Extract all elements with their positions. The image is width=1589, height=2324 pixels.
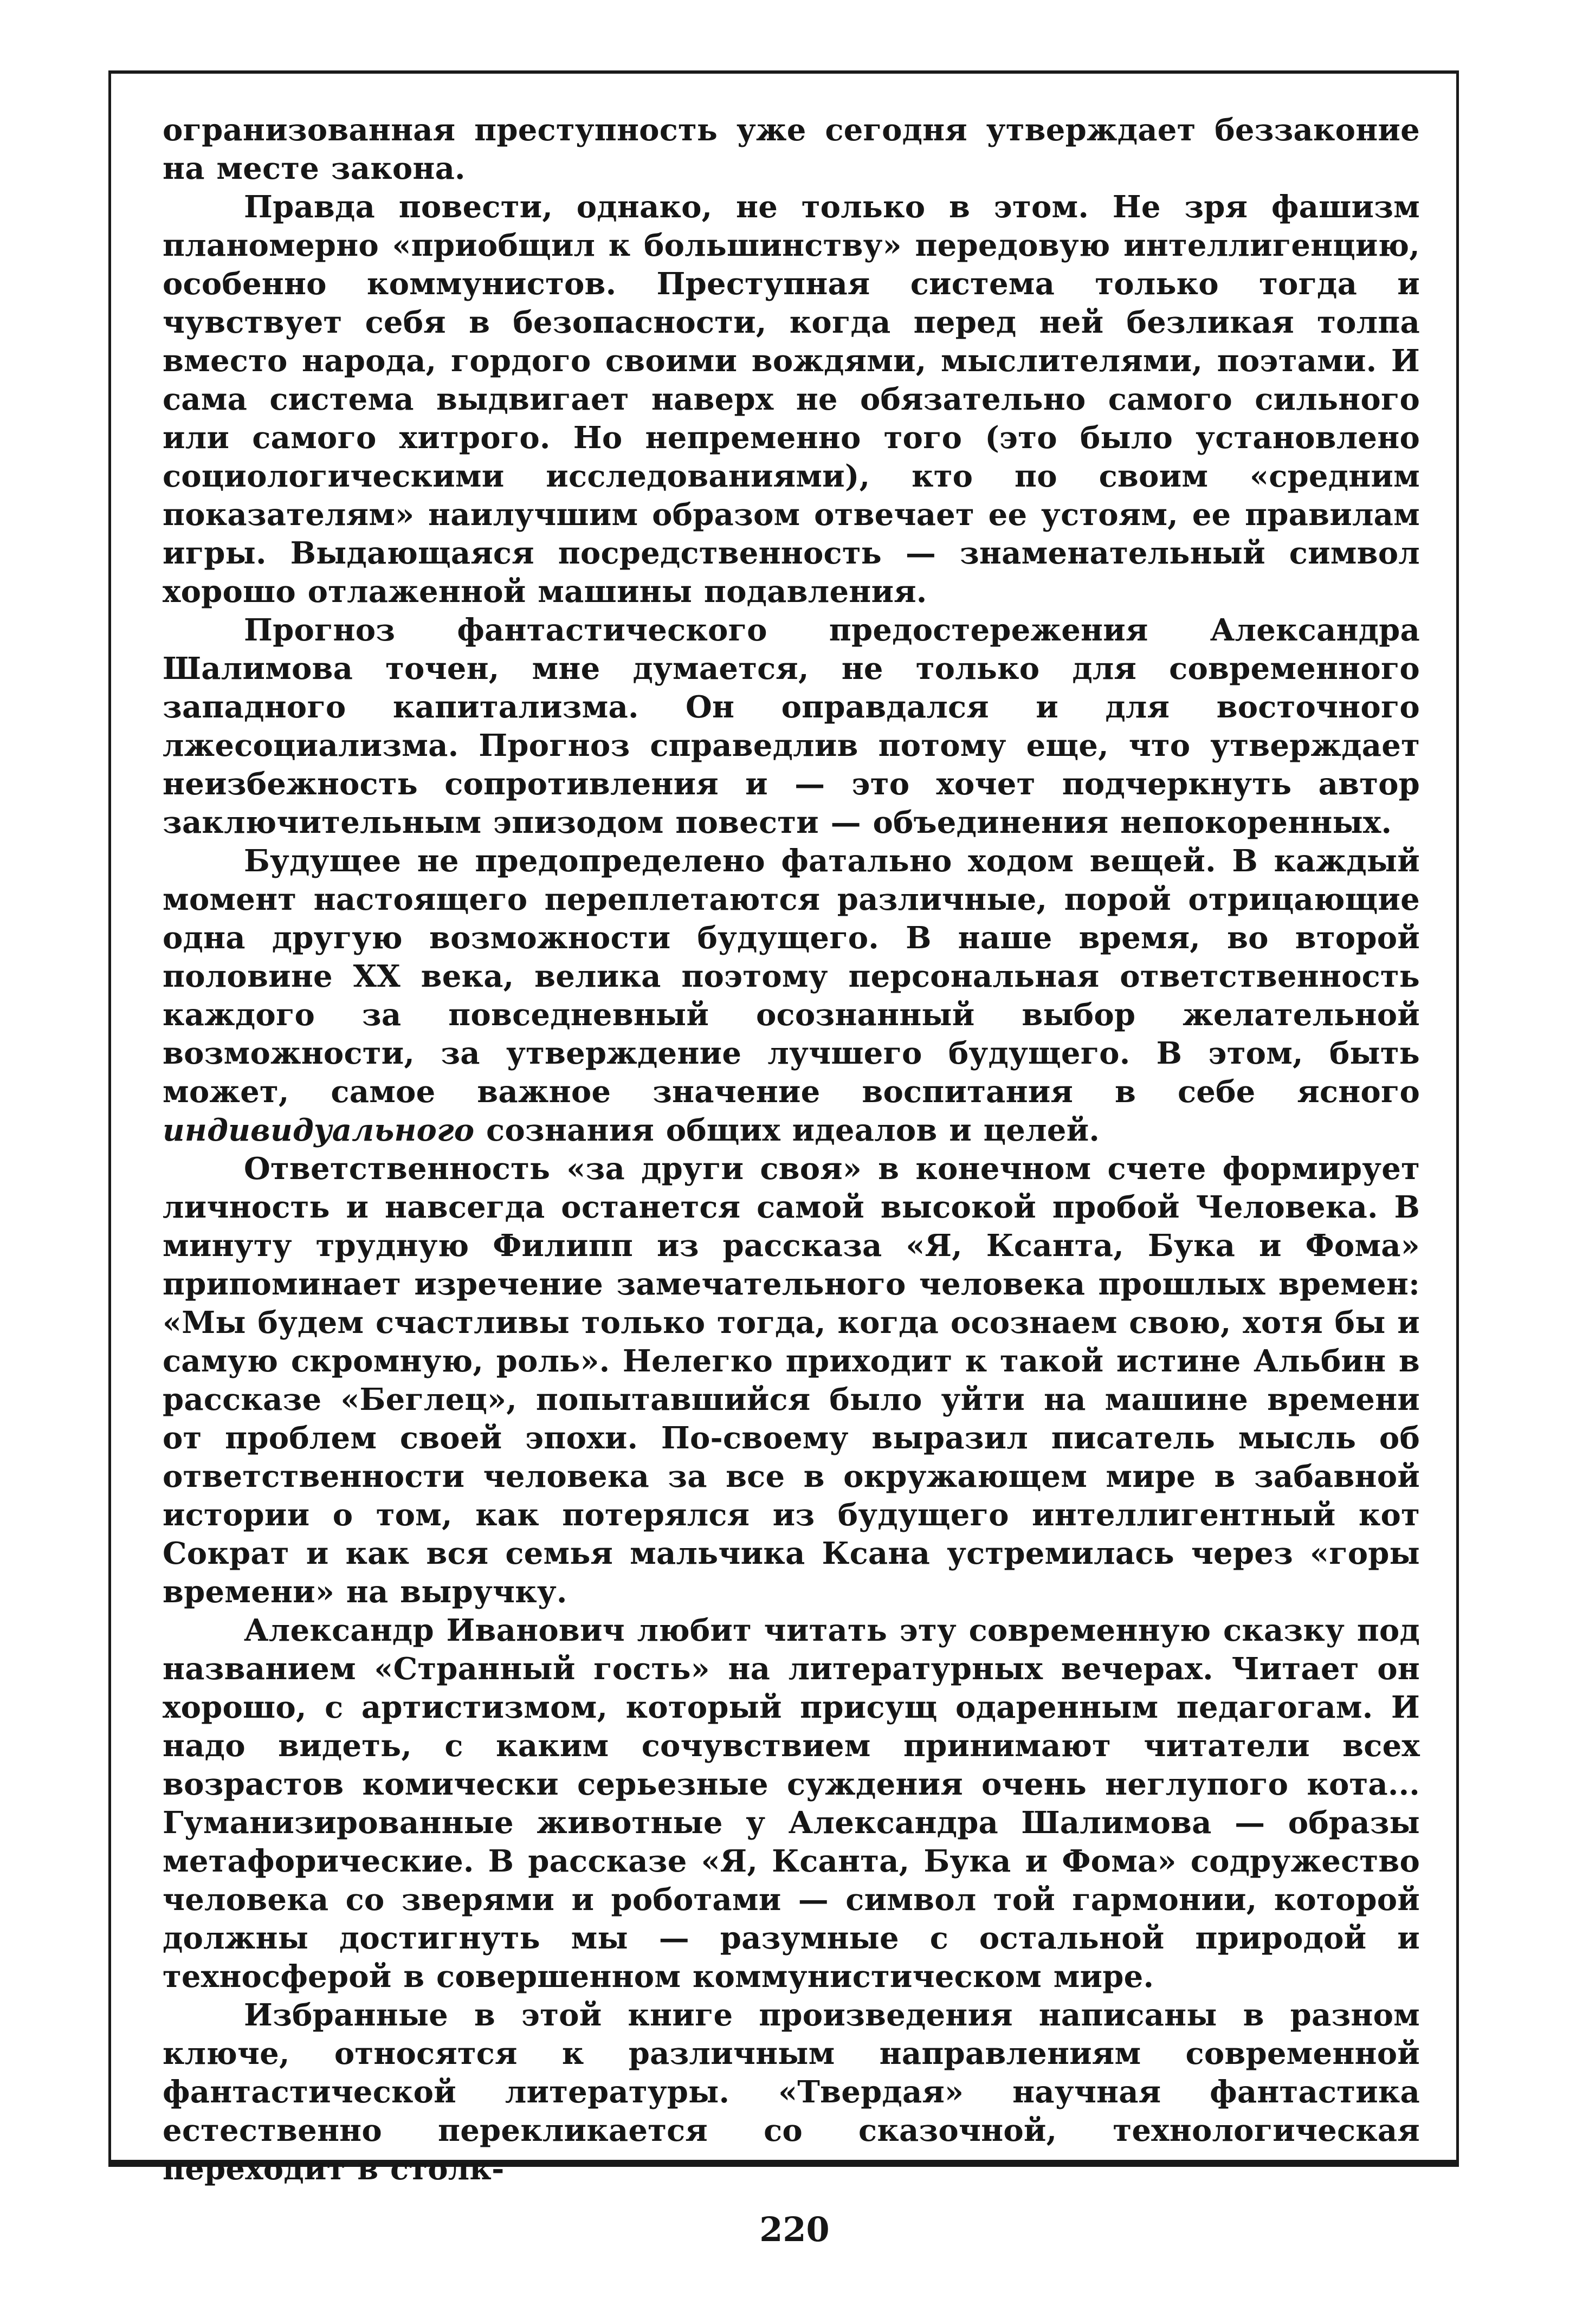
paragraph: Александр Иванович любит читать эту современную сказку под названием «Странный гость» на литературных вечерах. Читает он хорошо, с артистизмом, который присущ одаренным педагогам. И надо видеть, с каким сочувствием принимают читатели всех возрастов комически серьезные суждения очень неглупого кота... Гуманизированные животные у Александра Шалимова — образы метафорические. В рассказе «Я, Ксанта, Бука и Фома» содружество человека со зверями и роботами — символ той гармонии, которой должны достигнуть мы — разумные с остальной природой и техносферой в совершенном коммунистическом мире. — [163, 1613, 1420, 1995]
paragraph-text: Будущее не предопределено фатально ходом вещей. В каждый момент настоящего переплетаются различные, порой отрицающие одна другую возможности будущего. В наше время, во второй половине XX века, велика поэтому персональная ответственность каждого за повседневный осознанный выбор желательной возможности, за утверждение лучшего будущего. В этом, быть может, самое важное значение воспитания в себе ясного — [163, 843, 1420, 1110]
paragraph-continuation: огранизованная преступность уже сегодня утверждает беззаконие на месте закона. — [163, 112, 1420, 186]
paragraph-text: сознания общих идеалов и целей. — [474, 1112, 1100, 1148]
text-column — [163, 111, 1420, 2189]
paragraph: Прогноз фантастического предостережения Александра Шалимова точен, мне думается, не только для современного западного капитализма. Он оправдался и для восточного лжесоциализма. Прогноз справедлив потому еще, что утверждает неизбежность сопротивления и — это хочет подчеркнуть автор заключительным эпизодом повести — объединения непокоренных. — [163, 612, 1420, 840]
paragraph: Ответственность «за други своя» в конечном счете формирует личность и навсегда останется самой высокой пробой Человека. В минуту трудную Филипп из рассказа «Я, Ксанта, Бука и Фома» припоминает изречение замечательного человека прошлых времен: «Мы будем счастливы только тогда, когда осознаем свою, хотя бы и самую скромную, роль». Нелегко приходит к такой истине Альбин в рассказе «Беглец», попытавшийся было уйти на машине времени от проблем своей эпохи. По-своему выразил писатель мысль об ответственности человека за все в окружающем мире в забавной истории о том, как потерялся из будущего интеллигентный кот Сократ и как вся семья мальчика Ксана устремилась через «горы времени» на выручку. — [163, 1151, 1420, 1610]
paragraph: Избранные в этой книге произведения написаны в разном ключе, относятся к различным направлениям современной фантастической литературы. «Твердая» научная фантастика естественно перекликается со сказочной, технологическая переходит в столк- — [163, 1997, 1420, 2187]
italic-emphasis: индивидуального — [163, 1112, 475, 1148]
paragraph — [163, 842, 1420, 1150]
page-number: 220 — [759, 2210, 830, 2249]
paragraph: Правда повести, однако, не только в этом. Не зря фашизм планомерно «приобщил к большинству» передовую интеллигенцию, особенно коммунистов. Преступная система только тогда и чувствует себя в безопасности, когда перед ней безликая толпа вместо народа, гордого своими вождями, мыслителями, поэтами. И сама система выдвигает наверх не обязательно самого сильного или самого хитрого. Но непременно того (это было установлено социологическими исследованиями), кто по своим «средним показателям» наилучшим образом отвечает ее устоям, ее правилам игры. Выдающаяся посредственность — знаменательный символ хорошо отлаженной машины подавления. — [163, 189, 1420, 610]
